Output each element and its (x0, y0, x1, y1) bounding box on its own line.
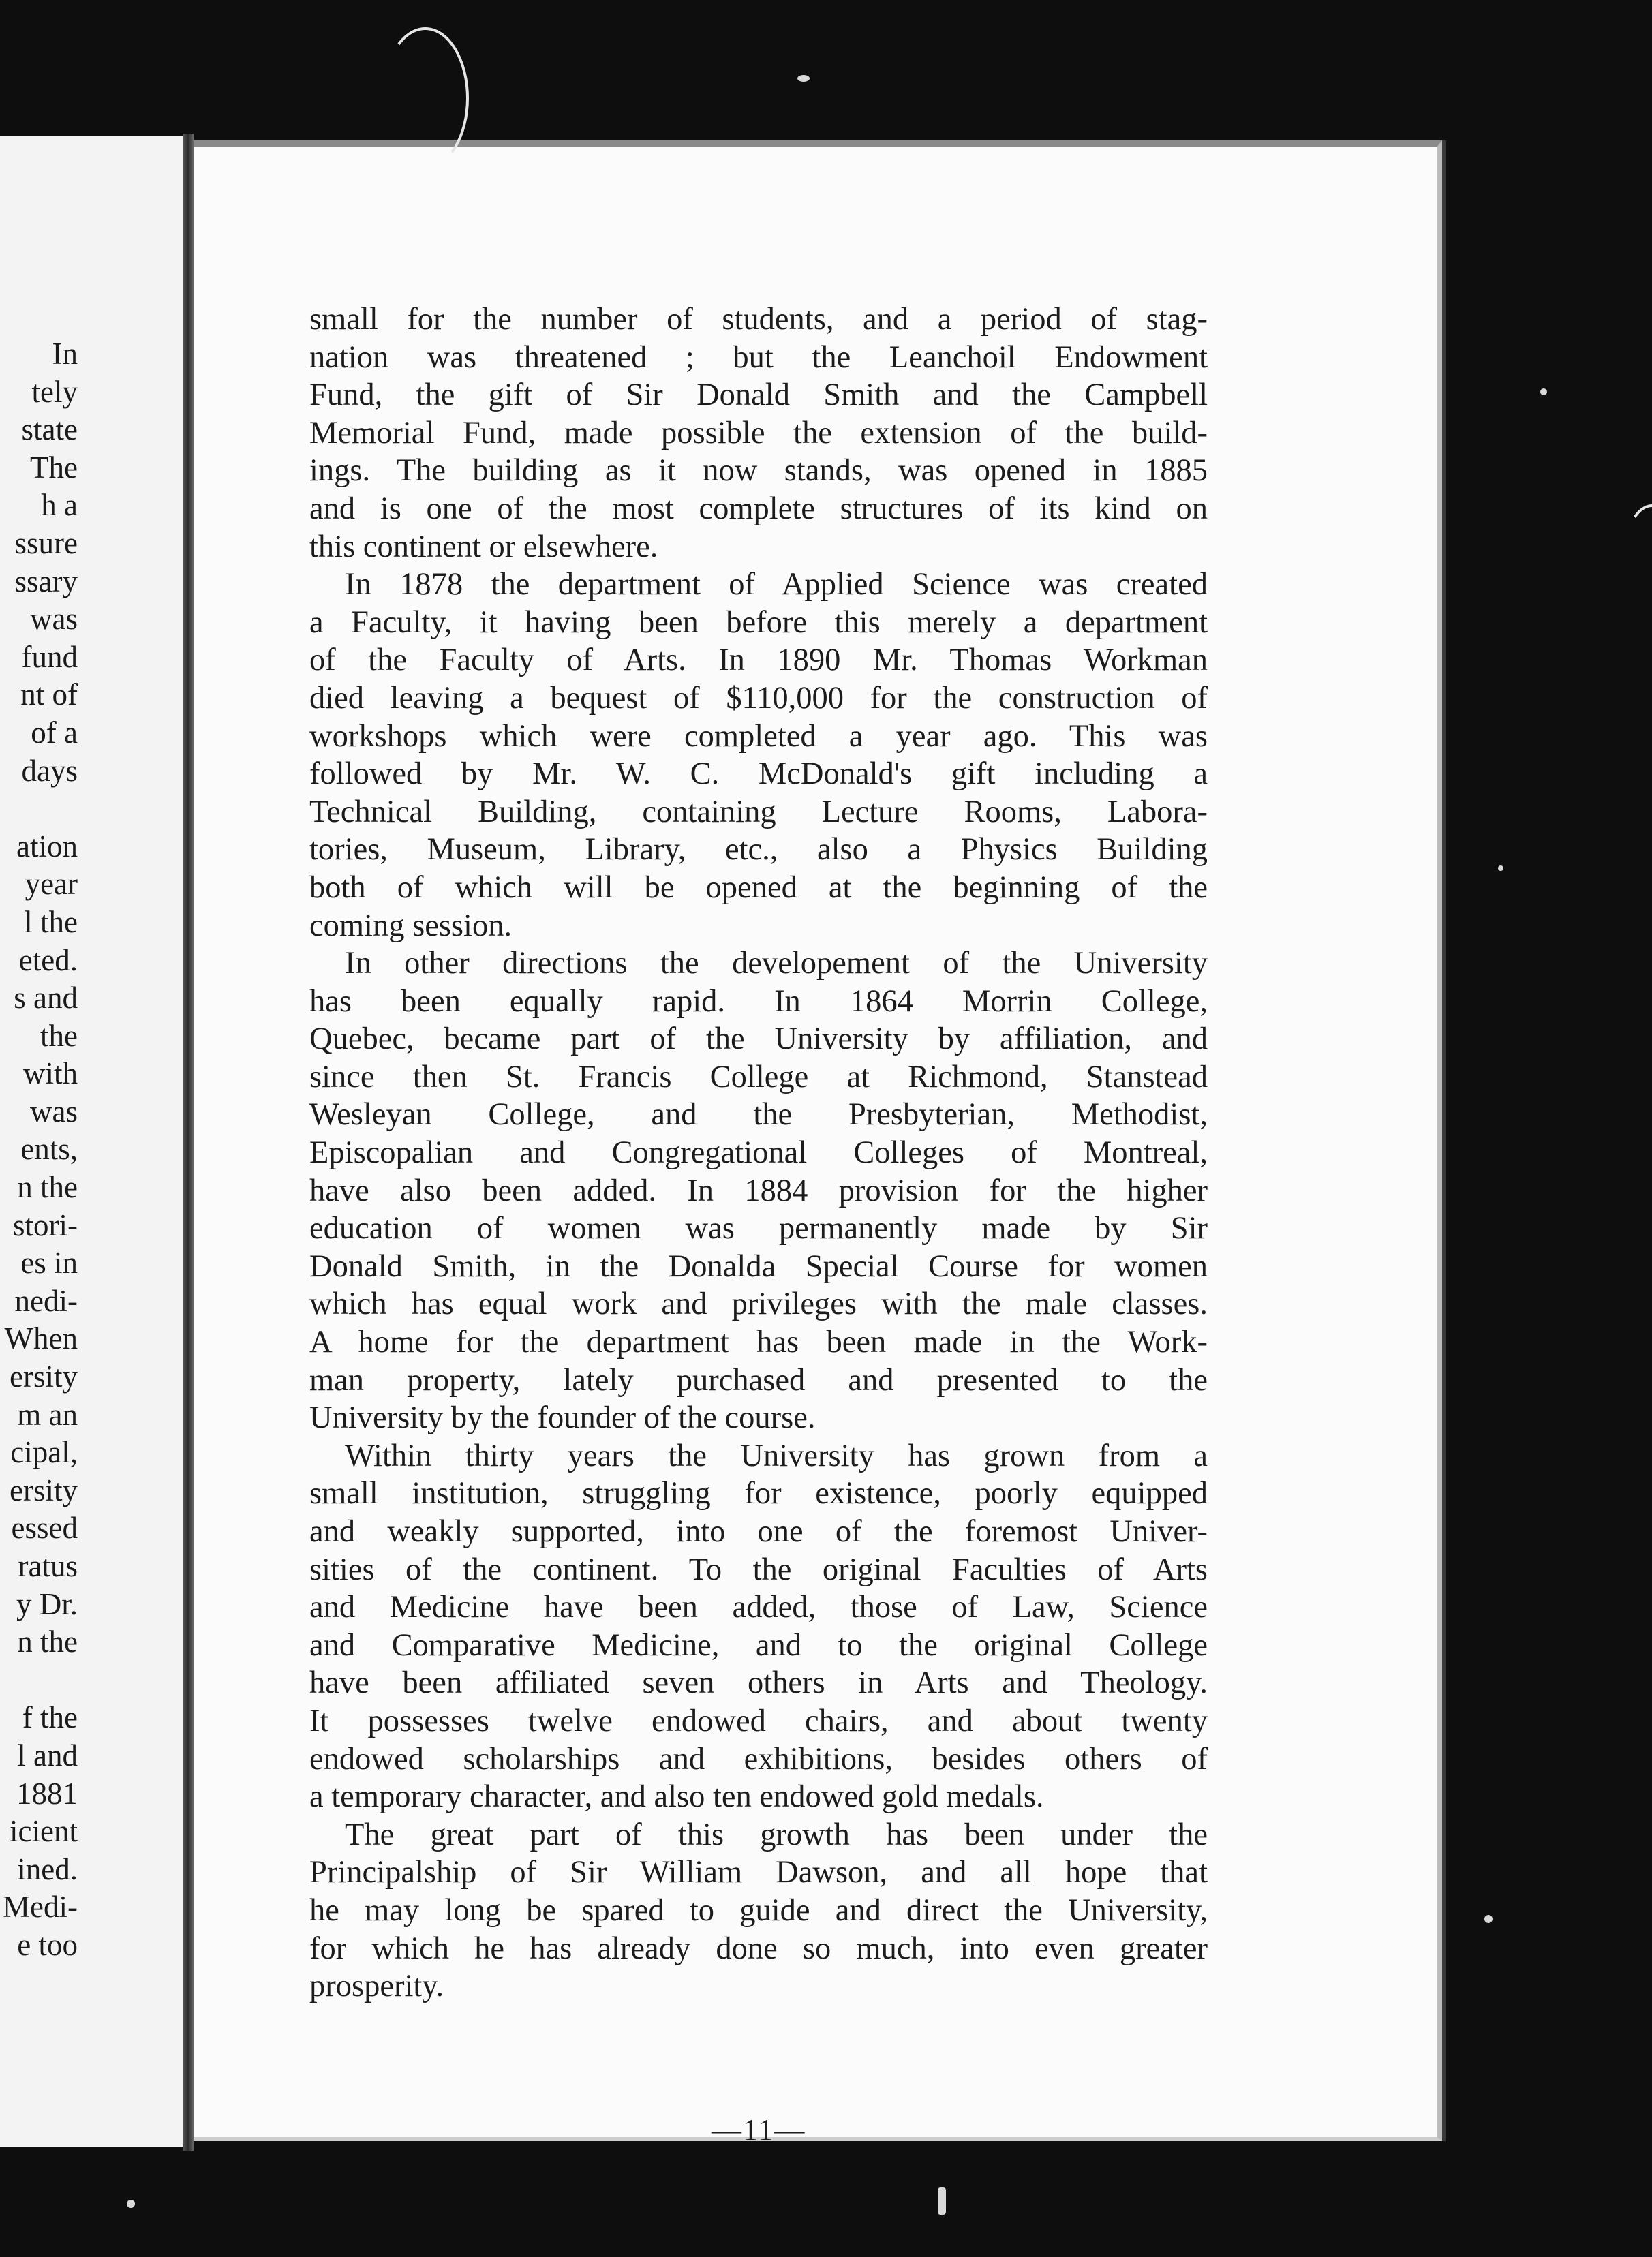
text-line: sities of the continent. To the original Faculties of Arts (309, 1552, 1208, 1587)
film-scratch (1622, 504, 1652, 619)
left-page-line: days (21, 753, 78, 788)
text-line: workshops which were completed a year ago. This was (309, 718, 1208, 754)
left-page-line: Medi- (3, 1890, 78, 1924)
left-page-line: s and (14, 981, 78, 1015)
left-page-line: ssure (14, 525, 78, 560)
left-page-line (0, 1661, 78, 1700)
text-line: and Medicine have been added, those of Law, Science (309, 1590, 1208, 1625)
text-line: have been affiliated seven others in Arts and Theology. (309, 1665, 1208, 1701)
paragraph (309, 945, 1208, 1437)
text-line: has been equally rapid. In 1864 Morrin College, (309, 983, 1208, 1019)
left-page-line: n the (17, 1625, 78, 1659)
text-line: and is one of the most complete structures of its kind on (309, 491, 1208, 526)
left-page-line: of a (31, 715, 78, 750)
left-page-line: nt of (20, 677, 78, 712)
paragraph (309, 1816, 1208, 2006)
text-line: died leaving a bequest of $110,000 for the construction of (309, 680, 1208, 716)
text-line: In 1878 the department of Applied Science was created (345, 567, 1208, 602)
paragraph (309, 566, 1208, 945)
left-page-line: ation (16, 829, 78, 863)
film-speck (1484, 1915, 1493, 1923)
film-speck (127, 2200, 135, 2208)
text-line: Donald Smith, in the Donalda Special Course for women (309, 1248, 1208, 1284)
left-page-line: icient (10, 1814, 78, 1849)
left-page-line: f the (22, 1700, 78, 1735)
text-line: small for the number of students, and a period of stag- (309, 302, 1208, 337)
left-page-line: n the (17, 1170, 78, 1205)
left-page-line: ersity (10, 1360, 78, 1394)
left-page-line: fund (21, 639, 78, 674)
left-page-line: l and (17, 1738, 78, 1772)
text-line: A home for the department has been made in the Work- (309, 1325, 1208, 1360)
film-speck (1498, 865, 1503, 871)
left-page-line: h a (41, 488, 78, 523)
text-line: man property, lately purchased and presented to the (309, 1362, 1208, 1398)
text-line: Technical Building, containing Lecture Rooms, Labora- (309, 794, 1208, 829)
left-page-line: eted. (18, 942, 78, 977)
text-line: Wesleyan College, and the Presbyterian, Methodist, (309, 1097, 1208, 1133)
book-gutter (183, 134, 194, 2151)
left-page-line: m an (17, 1397, 78, 1432)
text-line: Fund, the gift of Sir Donald Smith and the Campbell (309, 378, 1208, 413)
left-page-line: ratus (18, 1549, 78, 1583)
left-page-line: When (4, 1321, 78, 1356)
text-line: both of which will be opened at the beginning of the (309, 870, 1208, 905)
text-line: The great part of this growth has been under the (345, 1817, 1208, 1852)
text-line: education of women was permanently made by Sir (309, 1211, 1208, 1246)
left-page-line: 1881 (16, 1776, 78, 1811)
text-line: for which he has already done so much, into even greater (309, 1931, 1208, 1966)
left-page-line: y Dr. (16, 1586, 78, 1621)
text-line: since then St. Francis College at Richmond, Stanstead (309, 1059, 1208, 1094)
film-scratch (382, 27, 469, 169)
text-line: In other directions the developement of the University (345, 946, 1208, 981)
left-page-line: was (30, 602, 78, 636)
film-speck (1540, 388, 1547, 395)
text-line: have also been added. In 1884 provision for the higher (309, 1173, 1208, 1208)
left-page-line: cipal, (10, 1435, 78, 1470)
film-speck (797, 75, 810, 82)
text-line: Episcopalian and Congregational Colleges of Montreal, (309, 1135, 1208, 1171)
left-page-line: es in (20, 1246, 78, 1280)
text-line: of the Faculty of Arts. In 1890 Mr. Thomas Workman (309, 643, 1208, 678)
left-facing-page (0, 136, 189, 2147)
text-line: and Comparative Medicine, and to the original College (309, 1627, 1208, 1663)
text-line: and weakly supported, into one of the foremost Univer- (309, 1514, 1208, 1549)
left-page-line: ents, (20, 1132, 78, 1167)
left-page-text-fragments (0, 335, 78, 1965)
left-page-line: stori- (13, 1208, 78, 1242)
text-line: University by the founder of the course. (309, 1400, 816, 1436)
left-page-line: state (21, 412, 78, 447)
text-line: he may long be spared to guide and direct the University, (309, 1892, 1208, 1928)
text-line: ings. The building as it now stands, was opened in 1885 (309, 453, 1208, 489)
text-line: a temporary character, and also ten endowed gold medals. (309, 1779, 1044, 1815)
text-line: coming session. (309, 908, 513, 943)
left-page-line: year (25, 867, 78, 902)
text-line: nation was threatened ; but the Leanchoil Endowment (309, 339, 1208, 375)
left-page-line: with (22, 1056, 78, 1091)
right-page (194, 140, 1442, 2147)
left-page-line: essed (11, 1511, 78, 1546)
left-page-line: nedi- (14, 1283, 78, 1318)
text-line: a Faculty, it having been before this merely a department (309, 604, 1208, 640)
left-page-line: The (30, 450, 78, 485)
text-line: It possesses twelve endowed chairs, and about twenty (309, 1703, 1208, 1738)
text-line: which has equal work and privileges with the male classes. (309, 1287, 1208, 1322)
left-page-line: e too (17, 1927, 78, 1962)
left-page-line (0, 790, 78, 828)
page-number: —11— (712, 2113, 806, 2147)
text-line: endowed scholarships and exhibitions, besides others of (309, 1741, 1208, 1777)
left-page-line: In (52, 337, 78, 371)
text-line: tories, Museum, Library, etc., also a Physics Building (309, 832, 1208, 868)
left-page-line: l the (24, 904, 78, 939)
left-page-line: ersity (10, 1473, 78, 1507)
left-page-line: the (40, 1018, 78, 1053)
text-line: this continent or elsewhere. (309, 529, 658, 564)
body-text (309, 301, 1208, 2006)
text-line: Quebec, became part of the University by affiliation, and (309, 1022, 1208, 1057)
film-speck (938, 2187, 946, 2215)
text-line: followed by Mr. W. C. McDonald's gift including a (309, 756, 1208, 792)
text-line: Within thirty years the University has grown from a (345, 1438, 1208, 1473)
text-line: Principalship of Sir William Dawson, and all hope that (309, 1855, 1208, 1890)
text-line: Memorial Fund, made possible the extension of the build- (309, 415, 1208, 450)
left-page-line: was (30, 1094, 78, 1128)
left-page-line: ined. (17, 1852, 78, 1886)
left-page-line: tely (31, 374, 78, 409)
left-page-line: ssary (14, 564, 78, 598)
text-line: small institution, struggling for existence, poorly equipped (309, 1476, 1208, 1511)
text-line: prosperity. (309, 1969, 444, 2004)
paragraph (309, 1437, 1208, 1816)
paragraph (309, 301, 1208, 566)
